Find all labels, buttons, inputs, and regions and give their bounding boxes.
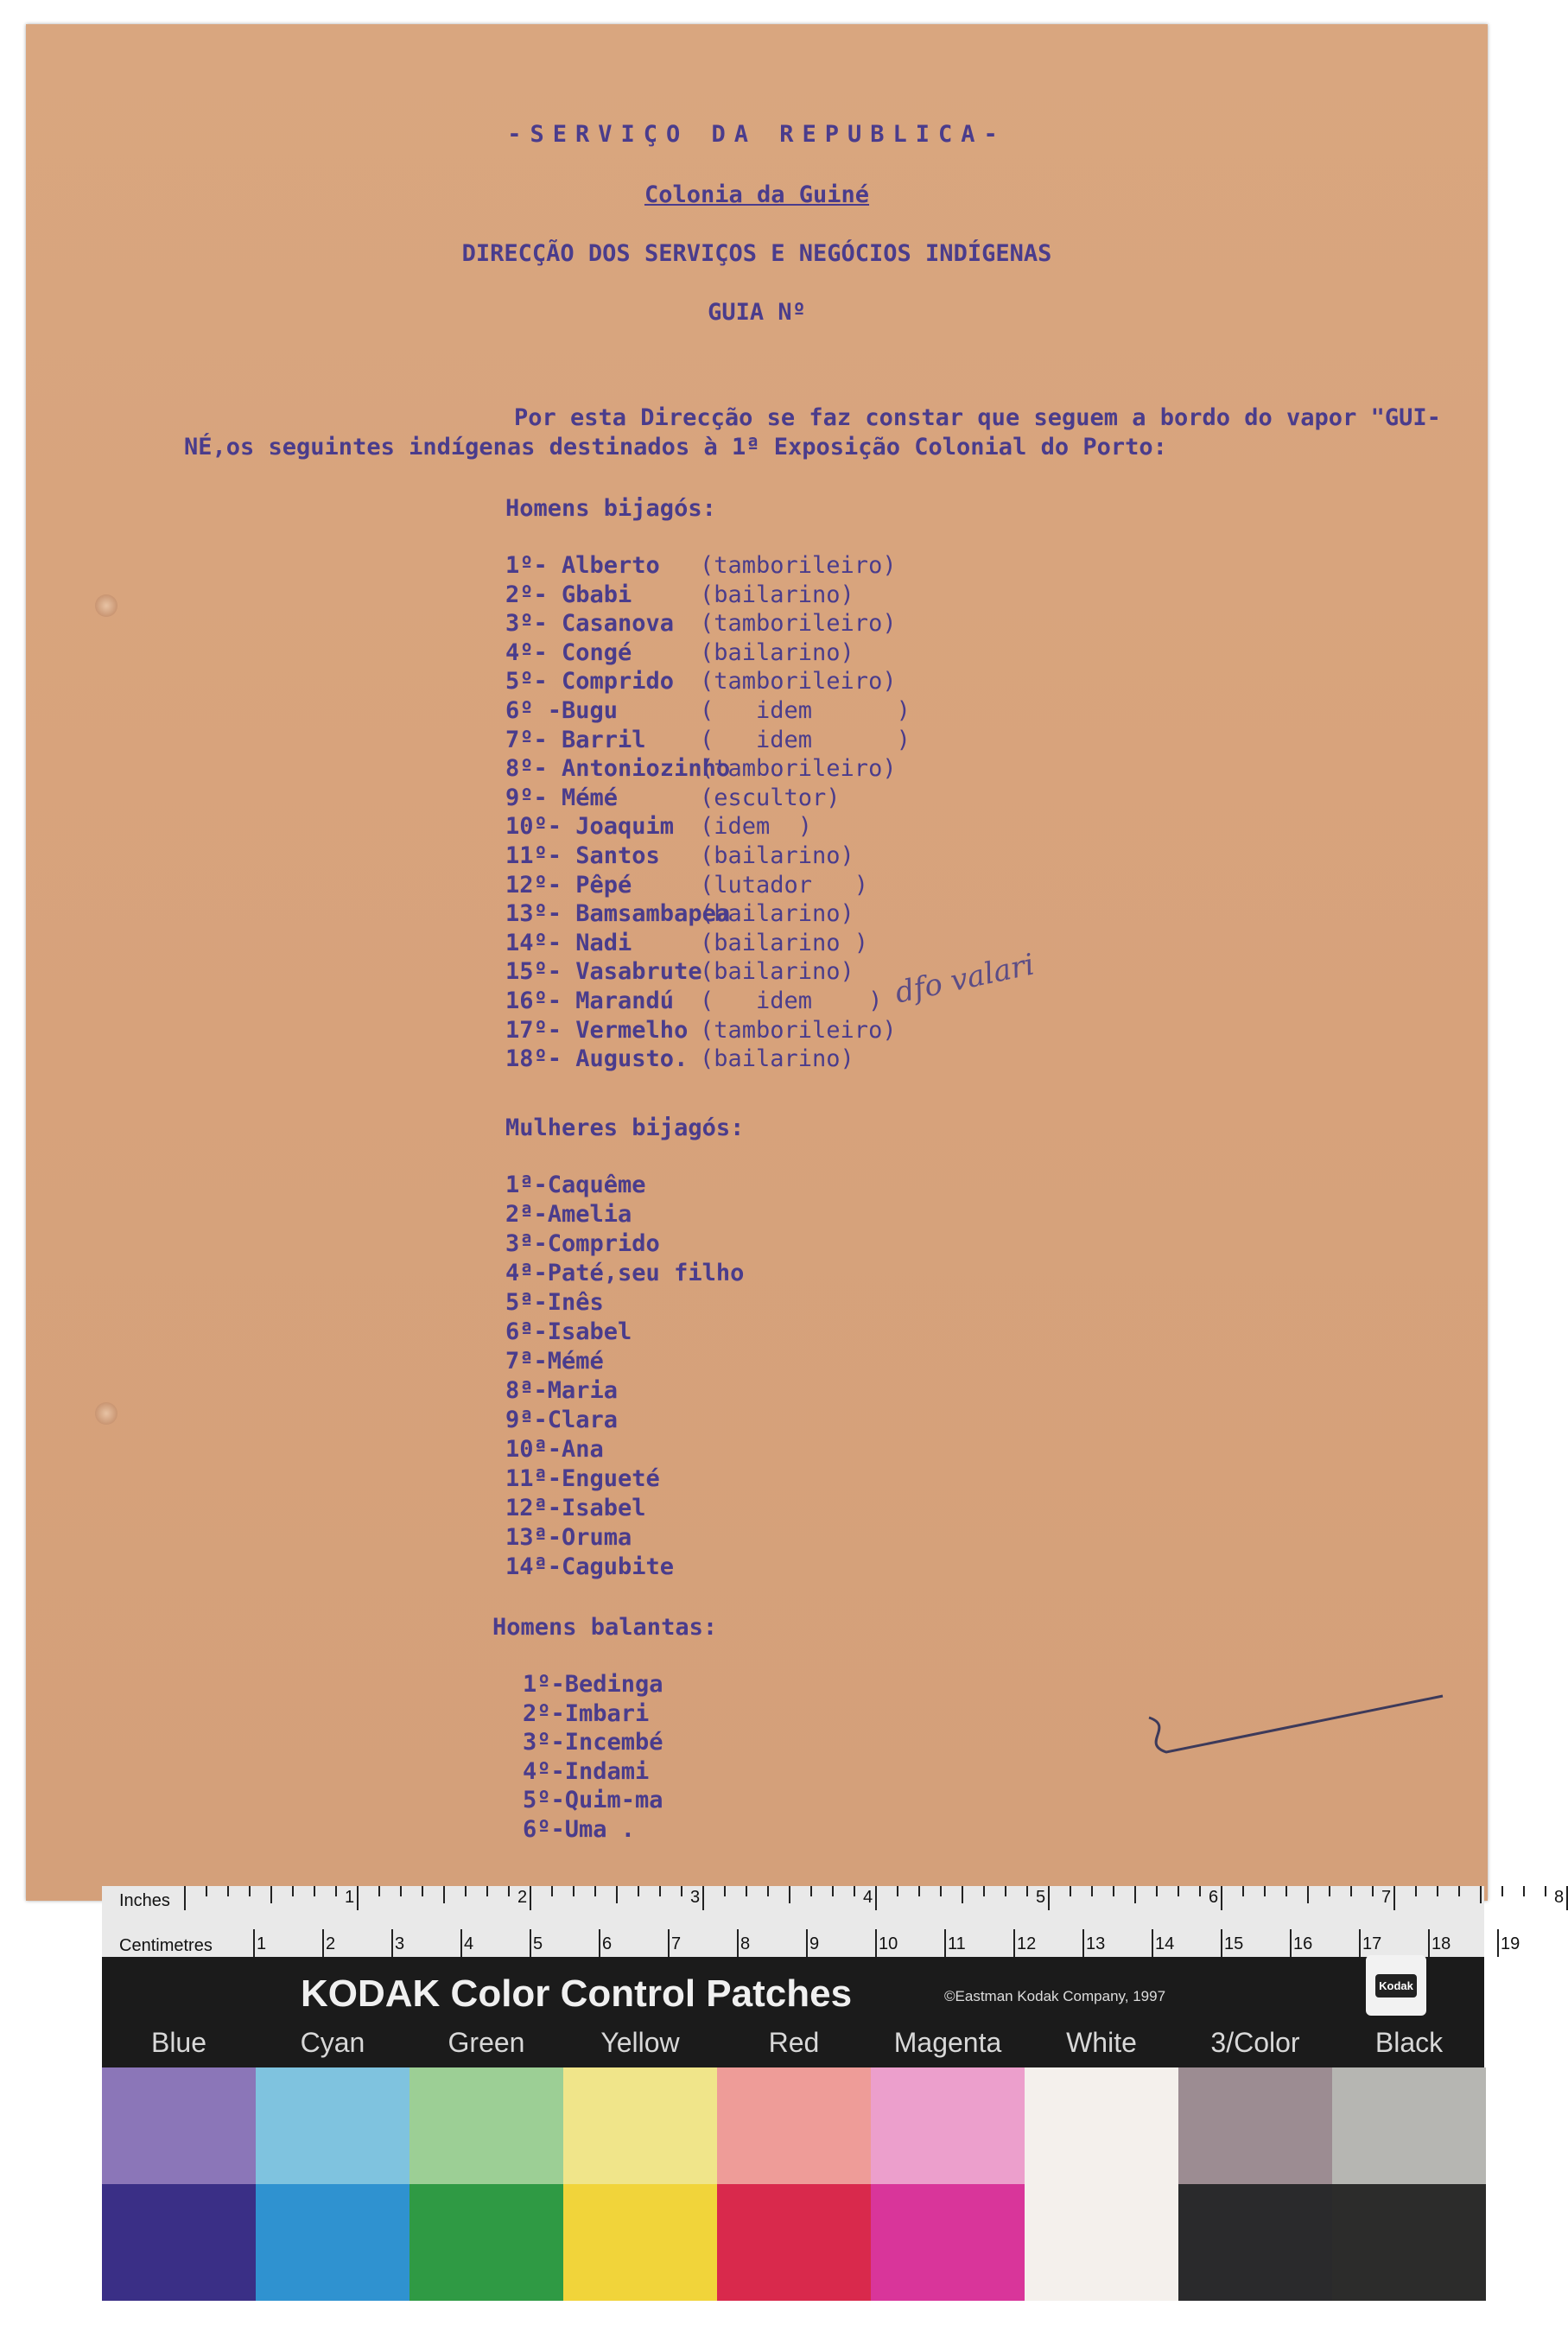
ruler-tick (638, 1886, 639, 1896)
ruler-tick (681, 1886, 682, 1896)
color-patch-dark (1332, 2184, 1486, 2301)
list-item: 2º- Gbabi (505, 581, 632, 608)
color-patch-dark (1178, 2184, 1332, 2301)
ruler-cm-number: 15 (1224, 1934, 1244, 1953)
list-item: 3º-Incembé (523, 1729, 663, 1756)
color-patch-dark (717, 2184, 871, 2301)
ruler-tick (983, 1886, 985, 1896)
header-direction: DIRECÇÃO DOS SERVIÇOS E NEGÓCIOS INDÍGENAS (461, 240, 1052, 267)
ruler-tick (897, 1886, 898, 1896)
ruler-cm-tick (806, 1929, 808, 1957)
ruler-cm-number: 4 (464, 1934, 474, 1953)
ruler-cm-number: 19 (1501, 1934, 1520, 1953)
patch-label: 3/Color (1210, 2027, 1300, 2058)
ruler-tick (270, 1886, 272, 1903)
list-item: 10º- Joaquim (505, 813, 675, 841)
ruler-cm-tick (1428, 1929, 1430, 1957)
ruler-cm-tick (530, 1929, 531, 1957)
ruler-tick (746, 1886, 747, 1896)
ruler-inch-number: 4 (863, 1888, 873, 1907)
header-title: -SERVIÇO DA REPUBLICA- (507, 121, 1006, 148)
list-item-role: (bailarino) (700, 900, 854, 928)
color-patch-light (717, 2067, 871, 2184)
ruler-cm-tick (737, 1929, 739, 1957)
ruler-cm-tick (1290, 1929, 1292, 1957)
ruler-cm-tick (253, 1929, 255, 1957)
patch-label: Black (1374, 2027, 1444, 2058)
color-patch-light (563, 2067, 717, 2184)
ruler-tick (616, 1886, 618, 1903)
ruler-tick (1350, 1886, 1352, 1896)
ruler-tick (292, 1886, 294, 1896)
ruler-tick (1393, 1886, 1395, 1910)
color-patch-light (1025, 2067, 1178, 2184)
ruler-tick (875, 1886, 877, 1910)
list-item-role: (bailarino) (700, 1045, 854, 1073)
ruler-tick (789, 1886, 790, 1903)
list-item: 8º- Antoniozinho (505, 755, 731, 783)
ruler-tick (573, 1886, 575, 1896)
ruler-cm-number: 8 (740, 1934, 751, 1953)
ruler-cm-label: Centimetres (119, 1936, 213, 1955)
ruler-tick (1501, 1886, 1503, 1896)
list-item-role: (idem ) (700, 813, 813, 841)
ruler-tick (1070, 1886, 1071, 1896)
ruler-cm-tick (599, 1929, 600, 1957)
list-item: 3ª-Comprido (505, 1230, 660, 1257)
ruler-tick (659, 1886, 661, 1896)
color-patch-dark (409, 2184, 563, 2301)
list-item: 6º-Uma . (523, 1816, 636, 1843)
ruler-tick (1523, 1886, 1525, 1896)
ruler-tick (551, 1886, 553, 1896)
list-item-role: (tamborileiro) (700, 610, 897, 638)
kodak-copyright: ©Eastman Kodak Company, 1997 (944, 1988, 1166, 2004)
ruler-tick (832, 1886, 834, 1896)
document-page (26, 24, 1488, 1901)
list-item-role: (bailarino) (700, 581, 854, 608)
color-patch-light (256, 2067, 409, 2184)
ruler-inch-number: 5 (1036, 1888, 1046, 1907)
list-item: 6ª-Isabel (505, 1318, 632, 1345)
kodak-logo (1366, 1955, 1426, 2016)
ruler-tick (1307, 1886, 1309, 1903)
list-item: 17º- Vermelho (505, 1016, 689, 1044)
list-item: 9º- Mémé (505, 784, 619, 811)
ruler-tick (1458, 1886, 1460, 1896)
ruler-tick (422, 1886, 423, 1896)
list-item: 9ª-Clara (505, 1407, 619, 1433)
color-patch-light (1178, 2067, 1332, 2184)
section-heading: Homens bijagós: (505, 495, 716, 522)
ruler-tick (314, 1886, 315, 1896)
ruler-tick (594, 1886, 596, 1896)
ruler-cm-number: 11 (948, 1934, 966, 1953)
list-item: 5º-Quim-ma (523, 1787, 663, 1814)
list-item-role: (bailarino) (700, 638, 854, 666)
ruler-tick (1134, 1886, 1136, 1903)
ruler-tick (702, 1886, 704, 1910)
list-item: 12º- Pêpé (505, 871, 632, 899)
header-guia: GUIA Nº (708, 299, 806, 326)
ruler-cm-number: 3 (395, 1934, 405, 1953)
ruler-cm-tick (944, 1929, 946, 1957)
list-item-role: ( idem ) (700, 697, 911, 724)
color-patch-light (1332, 2067, 1486, 2184)
ruler-cm-number: 2 (326, 1934, 336, 1953)
ruler-cm-number: 14 (1155, 1934, 1175, 1953)
ruler-cm-tick (1359, 1929, 1361, 1957)
list-item: 3º- Casanova (505, 610, 675, 638)
ruler-cm-number: 16 (1293, 1934, 1313, 1953)
list-item: 13º- Bamsambapea (505, 900, 731, 928)
ruler-cm-tick (875, 1929, 877, 1957)
ruler-tick (249, 1886, 251, 1896)
kodak-color-control-strip (102, 1886, 1565, 2301)
ruler-cm-tick (668, 1929, 670, 1957)
intro-line-2: NÉ,os seguintes indígenas destinados à 1ª Exposição Colonial do Porto: (184, 434, 1167, 460)
section-heading: Mulheres bijagós: (505, 1115, 745, 1141)
ruler-tick (400, 1886, 402, 1896)
list-item-role: (tamborileiro) (700, 668, 897, 695)
ruler-tick (1415, 1886, 1417, 1896)
color-patch-dark (871, 2184, 1025, 2301)
list-item: 14ª-Cagubite (505, 1553, 675, 1580)
ruler-tick (810, 1886, 812, 1896)
list-item: 15º- Vasabrute (505, 958, 702, 986)
ruler-tick (184, 1886, 186, 1910)
ruler-cm-number: 9 (809, 1934, 820, 1953)
ruler-tick (854, 1886, 855, 1896)
ruler-tick (1005, 1886, 1006, 1896)
color-patch-dark (102, 2184, 256, 2301)
color-patch-light (871, 2067, 1025, 2184)
ruler-tick (335, 1886, 337, 1896)
ruler (102, 1886, 1565, 1957)
ruler-tick (767, 1886, 769, 1896)
ruler-tick (1026, 1886, 1028, 1896)
ruler-cm-number: 5 (533, 1934, 543, 1953)
punch-hole-top (95, 594, 117, 617)
punch-hole-bottom (95, 1402, 117, 1425)
list-item-role: (lutador ) (700, 871, 869, 899)
list-item-role: (bailarino ) (700, 929, 869, 956)
list-item: 11ª-Engueté (505, 1465, 660, 1492)
list-item: 5ª-Inês (505, 1289, 604, 1316)
list-item: 2ª-Amelia (505, 1201, 632, 1228)
ruler-tick (465, 1886, 467, 1896)
list-item: 16º- Marandú (505, 988, 675, 1014)
ruler-tick (1372, 1886, 1374, 1896)
ruler-cm-tick (1013, 1929, 1015, 1957)
ruler-tick (1199, 1886, 1201, 1896)
ruler-tick (962, 1886, 963, 1903)
color-patch-dark (563, 2184, 717, 2301)
ruler-tick (508, 1886, 510, 1896)
ruler-cm-number: 18 (1432, 1934, 1451, 1953)
ruler-tick (443, 1886, 445, 1903)
list-item: 8ª-Maria (505, 1377, 619, 1404)
color-patch-light (102, 2067, 256, 2184)
section-heading: Homens balantas: (492, 1614, 718, 1641)
ruler-cm-number: 1 (257, 1934, 267, 1953)
ruler-tick (724, 1886, 726, 1896)
color-patch-dark (256, 2184, 409, 2301)
list-item: 4º- Congé (505, 638, 632, 666)
list-item-role: (tamborileiro) (700, 552, 897, 579)
ruler-tick (1156, 1886, 1158, 1896)
ruler-cm-tick (1082, 1929, 1084, 1957)
ruler-inches-label: Inches (119, 1891, 170, 1910)
color-patch-dark (1025, 2184, 1178, 2301)
list-item: 1º- Alberto (505, 552, 660, 579)
list-item: 7ª-Mémé (505, 1348, 604, 1375)
list-item-role: ( idem ) (700, 988, 883, 1014)
list-item-role: (tamborileiro) (700, 1016, 897, 1044)
intro-line-1: Por esta Direcção se faz constar que seguem a bordo do vapor "GUI- (514, 404, 1441, 431)
ruler-inch-number: 1 (345, 1888, 355, 1907)
list-item: 14º- Nadi (505, 929, 632, 956)
ruler-tick (530, 1886, 531, 1910)
ruler-tick (227, 1886, 229, 1896)
ruler-tick (1286, 1886, 1287, 1896)
ruler-tick (206, 1886, 207, 1896)
ruler-cm-number: 7 (671, 1934, 682, 1953)
ruler-cm-tick (460, 1929, 462, 1957)
list-item: 11º- Santos (505, 842, 660, 869)
list-item: 5º- Comprido (505, 668, 675, 695)
ruler-cm-number: 10 (879, 1934, 898, 1953)
list-item: 12ª-Isabel (505, 1495, 646, 1521)
header-colony: Colonia da Guiné (644, 181, 870, 208)
ruler-tick (1329, 1886, 1330, 1896)
ruler-tick (1480, 1886, 1482, 1903)
ruler-tick (940, 1886, 942, 1896)
ruler-tick (1048, 1886, 1050, 1910)
list-item: 7º- Barril (505, 726, 646, 753)
ruler-inch-number: 3 (690, 1888, 701, 1907)
list-item: 18º- Augusto. (505, 1045, 689, 1073)
list-item-role: (escultor) (700, 784, 841, 811)
list-item: 4ª-Paté,seu filho (505, 1260, 745, 1286)
ruler-cm-tick (1221, 1929, 1222, 1957)
patch-label: Blue (150, 2027, 207, 2058)
ruler-cm-number: 6 (602, 1934, 613, 1953)
ruler-cm-tick (391, 1929, 393, 1957)
ruler-cm-number: 17 (1362, 1934, 1382, 1953)
list-item: 4º-Indami (523, 1757, 650, 1785)
ruler-tick (1091, 1886, 1093, 1896)
list-item-role: (bailarino) (700, 842, 854, 869)
patch-label: Magenta (893, 2027, 1002, 2058)
list-item: 1ª-Caquême (505, 1172, 646, 1198)
ruler-cm-tick (1152, 1929, 1153, 1957)
ruler-cm-tick (322, 1929, 324, 1957)
list-item-role: ( idem ) (700, 726, 911, 753)
list-item: 13ª-Oruma (505, 1524, 632, 1551)
ruler-tick (918, 1886, 920, 1896)
ruler-inch-number: 2 (517, 1888, 528, 1907)
list-item-role: (bailarino) (700, 958, 854, 986)
ruler-inch-number: 6 (1209, 1888, 1219, 1907)
ruler-tick (357, 1886, 359, 1910)
kodak-title: KODAK Color Control Patches (301, 1972, 853, 2015)
color-patch-light (409, 2067, 563, 2184)
ruler-tick (1437, 1886, 1438, 1896)
ruler-tick (1264, 1886, 1266, 1896)
ruler-tick (378, 1886, 380, 1896)
list-item: 2º-Imbari (523, 1699, 650, 1727)
ruler-tick (1221, 1886, 1222, 1910)
ruler-inch-number: 8 (1554, 1888, 1565, 1907)
ruler-tick (1242, 1886, 1244, 1896)
ruler-tick (1178, 1886, 1179, 1896)
patch-label: Cyan (300, 2027, 365, 2058)
patch-label: Green (448, 2027, 525, 2058)
ruler-inch-number: 7 (1381, 1888, 1392, 1907)
kodak-logo-text: Kodak (1375, 1974, 1417, 1998)
handwritten-note: dfo valari (892, 947, 1038, 1011)
patch-label: White (1066, 2027, 1137, 2058)
list-item-role: (tamborileiro) (700, 755, 897, 783)
patch-label: Red (768, 2027, 820, 2058)
patch-label: Yellow (600, 2027, 680, 2058)
list-item: 10ª-Ana (505, 1436, 604, 1463)
ruler-cm-number: 12 (1017, 1934, 1037, 1953)
list-item: 1º-Bedinga (523, 1671, 663, 1698)
list-item: 6º -Bugu (505, 697, 619, 724)
ruler-cm-number: 13 (1086, 1934, 1106, 1953)
signature-mark (1140, 1692, 1451, 1769)
ruler-tick (486, 1886, 488, 1896)
ruler-tick (1545, 1886, 1546, 1896)
ruler-tick (1113, 1886, 1114, 1896)
ruler-cm-tick (1497, 1929, 1499, 1957)
